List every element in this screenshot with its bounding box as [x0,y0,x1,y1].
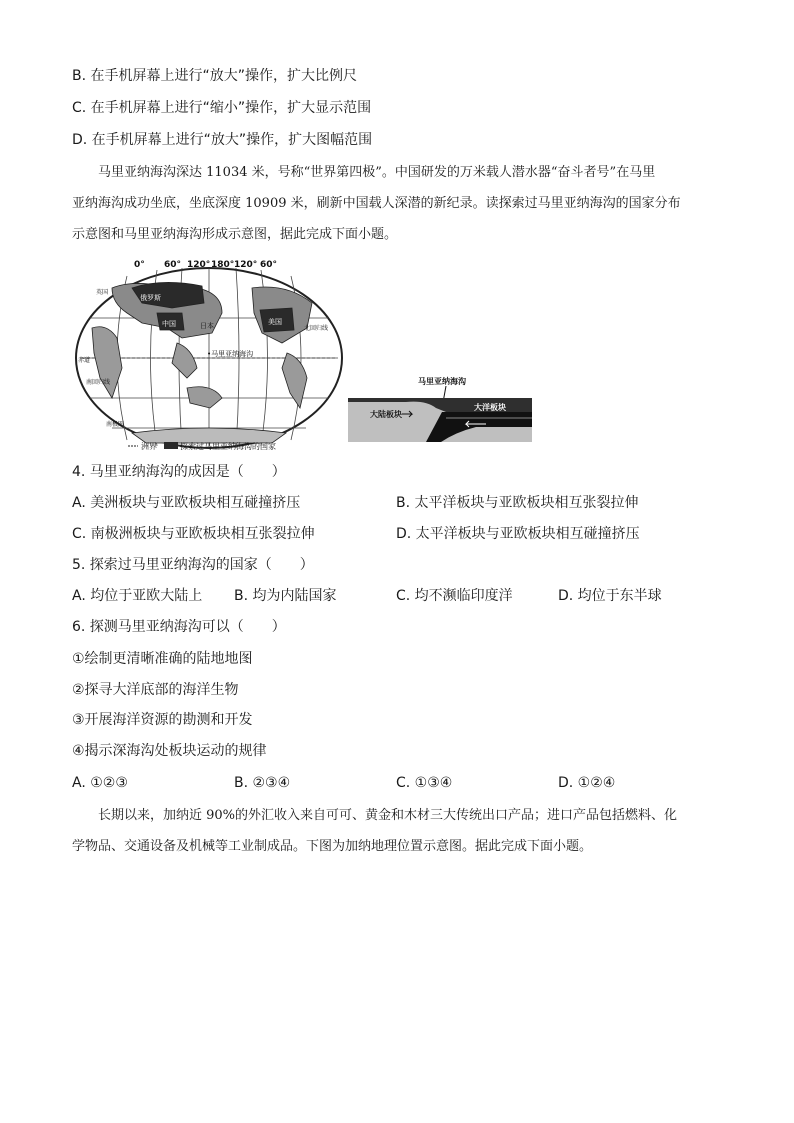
q6-item-3: ③开展海洋资源的勘测和开发 [72,712,253,728]
q4-option-c[interactable]: C. 南极洲板块与亚欧板块相互张裂拉伸 [72,526,315,542]
trench-section-figure [346,372,534,444]
trench-section-svg [346,372,534,444]
label-tropic-cancer: 北回归线 [304,325,329,332]
q4-option-b[interactable]: B. 太平洋板块与亚欧板块相互张裂拉伸 [396,495,639,511]
legend-boundary-label: 洲界 [141,442,157,451]
section-oceanic-label: 大洋板块 [474,403,506,412]
passage-ghana [72,800,722,862]
q6-item-2: ②探寻大洋底部的海洋生物 [72,682,239,698]
label-mariana: •马里亚纳海沟 [207,350,254,358]
label-uk: 英国 [96,289,109,296]
q6-item-4: ④揭示深海沟处板块运动的规律 [72,743,267,759]
lon-120: 120° [187,260,211,270]
q4-stem: 4. 马里亚纳海沟的成因是（ ） [72,464,286,480]
section-trench-label: 马里亚纳海沟 [418,377,466,386]
q6-option-a[interactable]: A. ①②③ [72,775,128,791]
option-b-prev: B. 在手机屏幕上进行“放大”操作，扩大比例尺 [72,68,358,84]
q5-option-d[interactable]: D. 均位于东半球 [558,588,662,604]
lon-60: 60° [164,260,182,270]
q6-item-1: ①绘制更清晰准确的陆地地图 [72,651,253,667]
q4-option-a[interactable]: A. 美洲板块与亚欧板块相互碰撞挤压 [72,495,301,511]
passage2-line-2: 学物品、交通设备及机械等工业制成品。下图为加纳地理位置示意图。据此完成下面小题。 [72,839,593,854]
q6-option-b[interactable]: B. ②③④ [234,775,291,791]
label-china: 中国 [162,320,176,328]
passage2-line-1: 长期以来，加纳近 90%的外汇收入来自可可、黄金和木材三大传统出口产品；进口产品包括燃料、化 [98,808,678,823]
q4-option-d[interactable]: D. 太平洋板块与亚欧板块相互碰撞挤压 [396,526,640,542]
label-equator: 赤道 [78,357,91,364]
q5-option-c[interactable]: C. 均不濒临印度洋 [396,588,513,604]
lon-60w: 60° [260,260,278,270]
legend-country-swatch [164,442,178,449]
lon-120w: 120° [234,260,258,270]
passage-line-3: 示意图和马里亚纳海沟形成示意图，据此完成下面小题。 [72,227,398,242]
q6-stem: 6. 探测马里亚纳海沟可以（ ） [72,619,286,635]
section-continental-label: 大陆板块 [370,410,402,419]
q5-option-a[interactable]: A. 均位于亚欧大陆上 [72,588,203,604]
passage-mariana [72,157,722,250]
label-japan: 日本 [200,322,214,330]
label-usa: 美国 [268,318,282,326]
label-tropic-capricorn: 南回归线 [86,379,111,386]
world-map-svg [72,258,347,458]
passage-line-1: 马里亚纳海沟深达 11034 米，号称“世界第四极”。中国研发的万米载人潜水器“奋斗者号”在马里 [98,165,656,180]
label-russia: 俄罗斯 [140,294,161,302]
label-antarctic-circle: 南极圈 [106,421,125,428]
world-map-figure [72,258,347,458]
q5-stem: 5. 探索过马里亚纳海沟的国家（ ） [72,557,314,573]
legend-country-label: 探索过马里亚纳海沟的国家 [180,442,276,451]
lon-0: 0° [134,260,145,270]
option-d-prev: D. 在手机屏幕上进行“放大”操作，扩大图幅范围 [72,132,373,148]
q6-option-d[interactable]: D. ①②④ [558,775,616,791]
option-c-prev: C. 在手机屏幕上进行“缩小”操作，扩大显示范围 [72,100,372,116]
q5-option-b[interactable]: B. 均为内陆国家 [234,588,337,604]
q6-option-c[interactable]: C. ①③④ [396,775,453,791]
lon-180: 180° [211,260,235,270]
passage-line-2: 亚纳海沟成功坐底，坐底深度 10909 米，刷新中国载人深潜的新纪录。读探索过马里亚纳海沟的国家分布 [72,196,681,211]
